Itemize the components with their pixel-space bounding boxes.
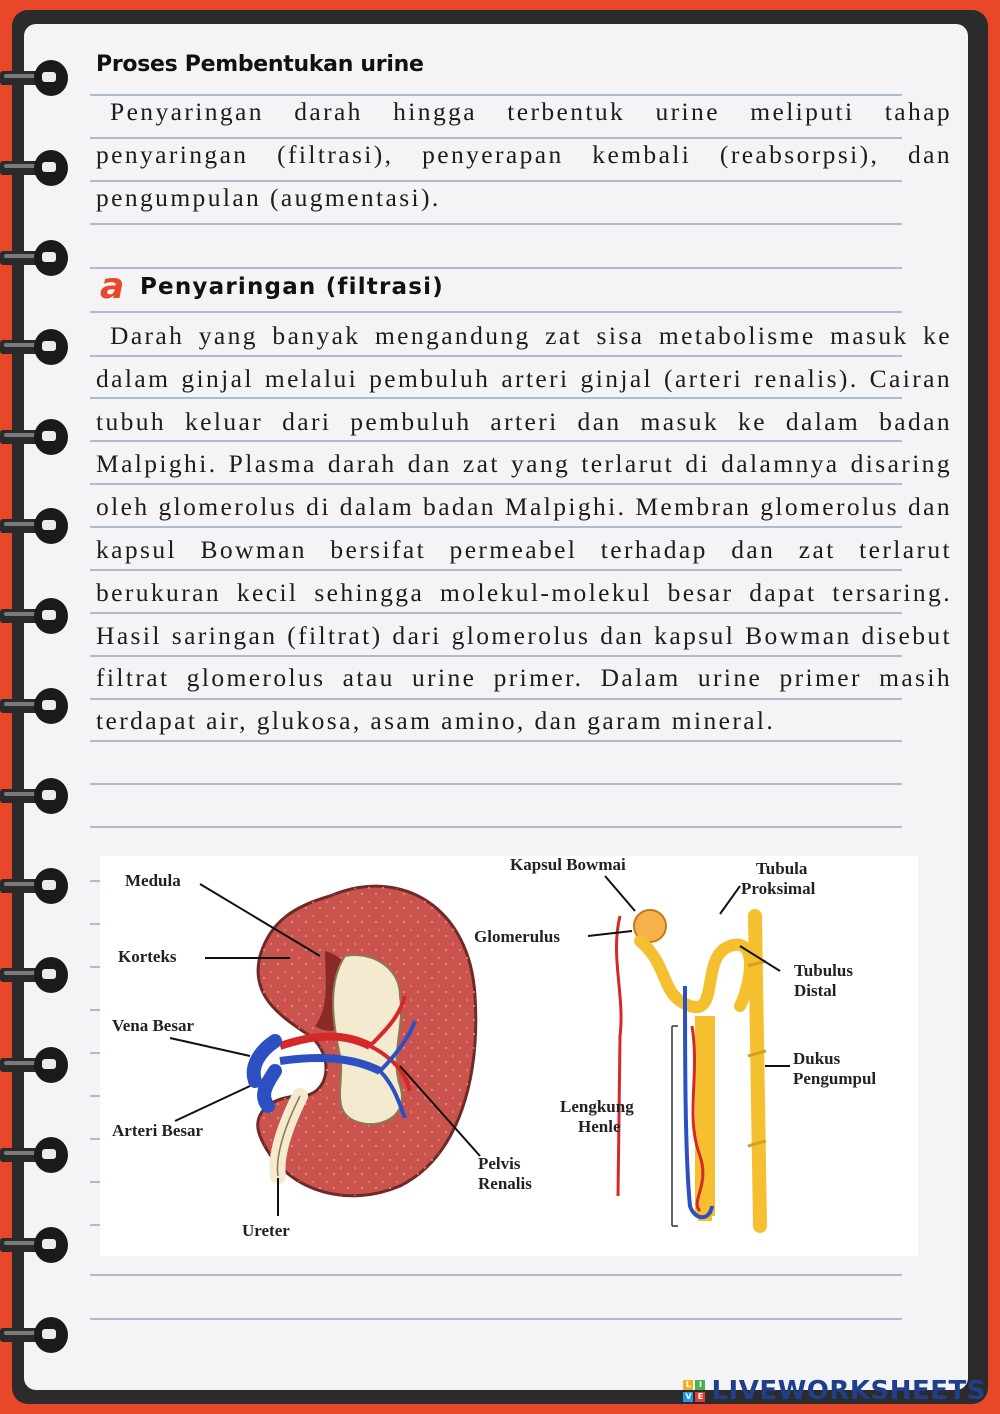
label-arteri-besar: Arteri Besar	[112, 1121, 204, 1140]
ruled-line	[90, 267, 902, 269]
ruled-line	[90, 826, 902, 828]
logo-mark-letter: I	[695, 1380, 705, 1390]
binding-ring-icon	[0, 58, 70, 98]
binding-ring-icon	[0, 955, 70, 995]
binding-ring-icon	[0, 506, 70, 546]
ruled-line	[90, 1274, 902, 1276]
liveworksheets-logo[interactable]	[683, 1376, 986, 1406]
nephron-illustration	[616, 910, 766, 1226]
binding-ring-icon	[0, 1135, 70, 1175]
logo-mark-letter: L	[683, 1380, 693, 1390]
label-distal: Distal	[794, 981, 837, 1000]
logo-mark-icon	[683, 1380, 705, 1402]
logo-mark-letter: V	[685, 1392, 692, 1401]
label-medula: Medula	[125, 871, 181, 890]
label-ureter: Ureter	[242, 1221, 290, 1240]
section-heading: Penyaringan (filtrasi)	[140, 274, 444, 300]
section-letter: a	[100, 266, 125, 307]
intro-paragraph: Penyaringan darah hingga terbentuk urine meliputi tahap penyaringan (filtrasi), penyerapan kembali (reabsorpsi), dan pengumpulan (augmentasi).	[96, 97, 952, 212]
binding-ring-icon	[0, 1045, 70, 1085]
binding-ring-icon	[0, 686, 70, 726]
ruled-line	[90, 311, 902, 313]
label-renalis: Renalis	[478, 1174, 532, 1193]
logo-mark-letter: E	[695, 1392, 705, 1402]
page-title: Proses Pembentukan urine	[96, 52, 424, 77]
ruled-line	[90, 1318, 902, 1320]
label-henle: Henle	[578, 1117, 621, 1136]
label-pelvis: Pelvis	[478, 1154, 521, 1173]
label-vena-besar: Vena Besar	[112, 1016, 195, 1035]
binding-ring-icon	[0, 1315, 70, 1355]
label-pengumpul: Pengumpul	[793, 1069, 877, 1088]
binding-ring-icon	[0, 1225, 70, 1265]
binding-ring-icon	[0, 776, 70, 816]
binding-ring-icon	[0, 327, 70, 367]
label-proksimal: Proksimal	[741, 879, 816, 898]
label-glomerulus: Glomerulus	[474, 927, 560, 946]
label-kapsul-bowman: Kapsul Bowmai	[510, 856, 626, 874]
binding-ring-icon	[0, 238, 70, 278]
kidney-nephron-diagram	[100, 856, 918, 1256]
section-body: Darah yang banyak mengandung zat sisa metabolisme masuk ke dalam ginjal melalui pembuluh arteri ginjal (arteri renalis). Cairan tubuh keluar dari pembuluh arteri dan masuk ke dalam badan Malpighi. Plasma darah dan zat yang terlarut di dalamnya disaring oleh glomerolus di dalam badan Malpighi. Membran glomerolus dan kapsul Bowman bersifat permeabel terhadap dan zat terlarut berukuran kecil sehingga molekul-molekul besar dapat tersaring. Hasil saringan (filtrat) dari glomerolus dan kapsul Bowman disebut filtrat glomerolus atau urine primer. Dalam urine primer masih terdapat air, glukosa, asam amino, dan garam mineral.	[96, 321, 952, 736]
binding-ring-icon	[0, 148, 70, 188]
binding-ring-icon	[0, 866, 70, 906]
label-dukus: Dukus	[793, 1049, 841, 1068]
label-tubula: Tubula	[756, 859, 808, 878]
ruled-line	[90, 223, 902, 225]
binding-ring-icon	[0, 417, 70, 457]
ruled-line	[90, 783, 902, 785]
logo-text: LIVEWORKSHEETS	[711, 1376, 986, 1406]
binding-ring-icon	[0, 596, 70, 636]
label-tubulus: Tubulus	[794, 961, 853, 980]
label-korteks: Korteks	[118, 947, 177, 966]
diagram-svg	[100, 856, 918, 1256]
kidney-illustration	[254, 886, 476, 1196]
label-lengkung: Lengkung	[560, 1097, 634, 1116]
